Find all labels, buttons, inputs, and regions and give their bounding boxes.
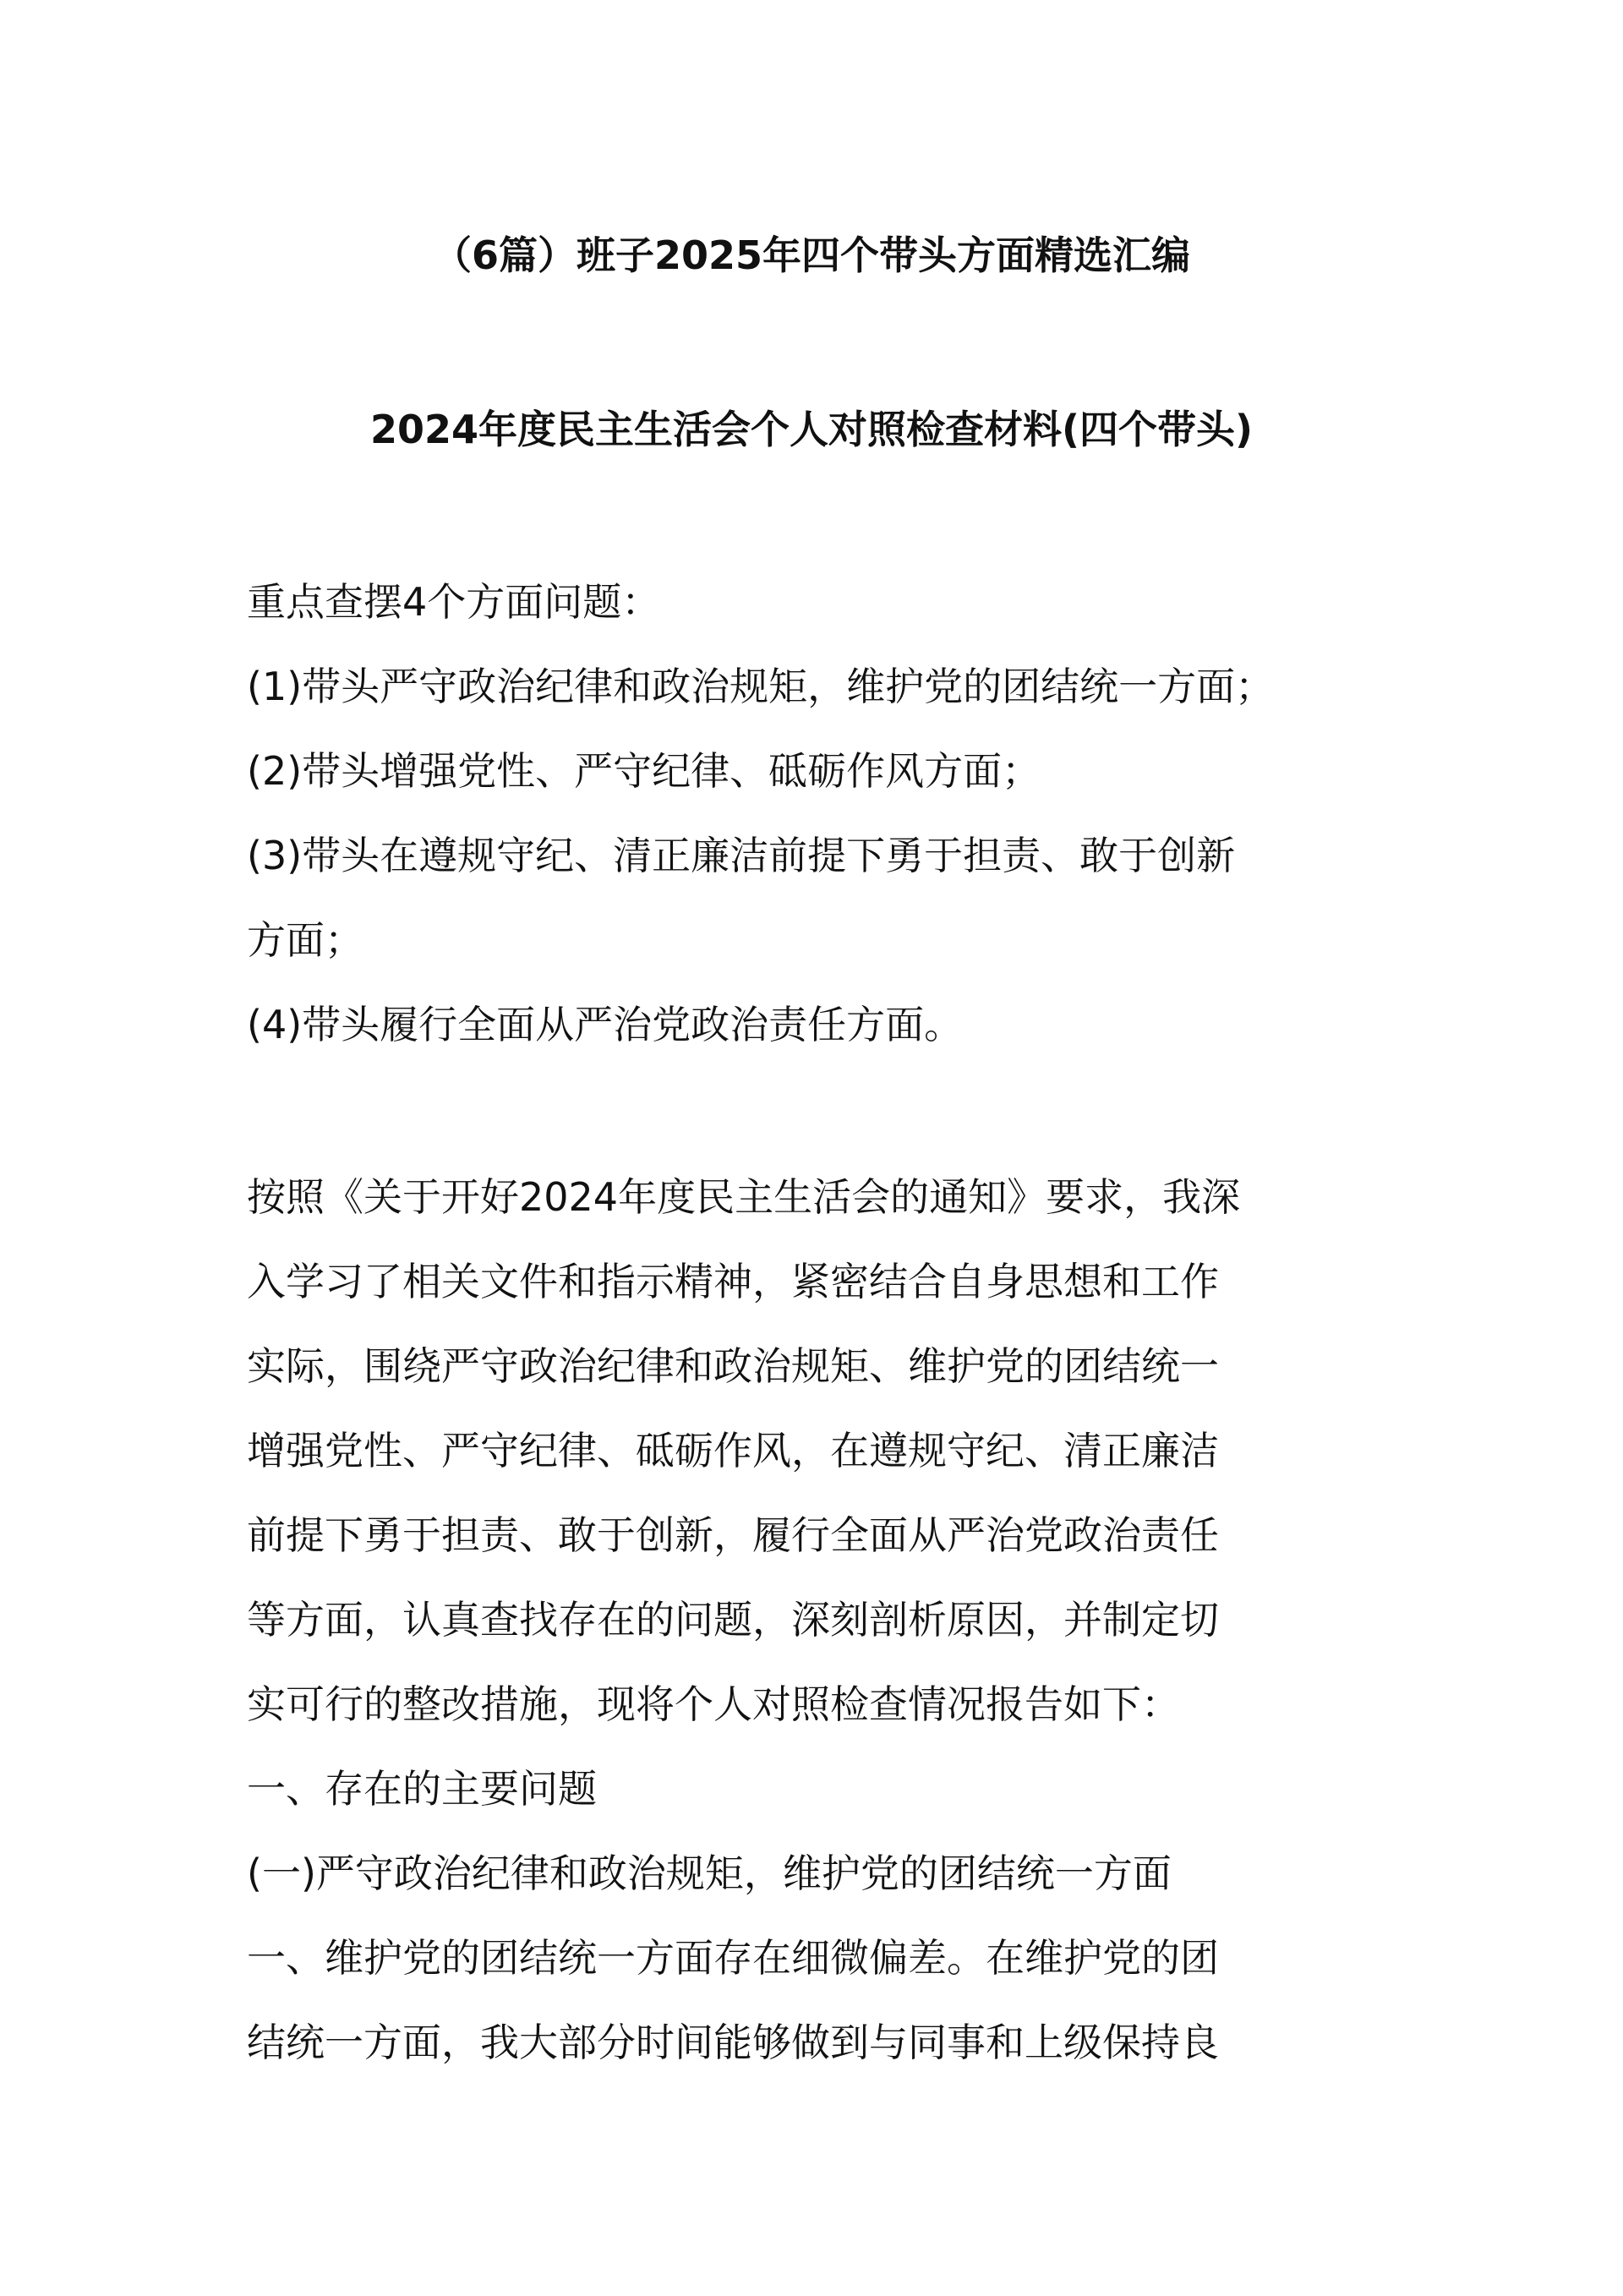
paragraph-line: 等方面，认真查找存在的问题，深刻剖析原因，并制定切 [247,1597,1219,1643]
list-item-4: (4)带头履行全面从严治党政治责任方面。 [247,1002,964,1047]
paragraph-line: 实可行的整改措施，现将个人对照检查情况报告如下： [247,1681,1180,1727]
subsection-heading: (一)严守政治纪律和政治规矩，维护党的团结统一方面 [247,1850,1172,1896]
list-item-2: (2)带头增强党性、严守纪律、砥砺作风方面； [247,748,1041,794]
paragraph-line: 实际，围绕严守政治纪律和政治规矩、维护党的团结统一 [247,1343,1219,1389]
paragraph-line: 一、维护党的团结统一方面存在细微偏差。在维护党的团 [247,1935,1219,1981]
document-title: （6篇）班子2025年四个带头方面精选汇编 [432,232,1191,278]
paragraph-line: 入学习了相关文件和指示精神，紧密结合自身思想和工作 [247,1259,1219,1304]
intro-heading: 重点查摆4个方面问题： [247,579,661,625]
paragraph-line: 结统一方面，我大部分时间能够做到与同事和上级保持良 [247,2020,1219,2065]
list-item-3-continued: 方面； [247,917,363,963]
list-item-1: (1)带头严守政治纪律和政治规矩，维护党的团结统一方面； [247,664,1275,709]
list-item-3: (3)带头在遵规守纪、清正廉洁前提下勇于担责、敢于创新 [247,833,1236,878]
paragraph-line: 按照《关于开好2024年度民主生活会的通知》要求，我深 [247,1174,1241,1220]
document-subtitle: 2024年度民主生活会个人对照检查材料(四个带头) [369,407,1254,452]
paragraph-line: 前提下勇于担责、敢于创新，履行全面从严治党政治责任 [247,1512,1219,1558]
paragraph-line: 增强党性、严守纪律、砥砺作风，在遵规守纪、清正廉洁 [247,1428,1219,1473]
section-heading: 一、存在的主要问题 [247,1766,597,1812]
